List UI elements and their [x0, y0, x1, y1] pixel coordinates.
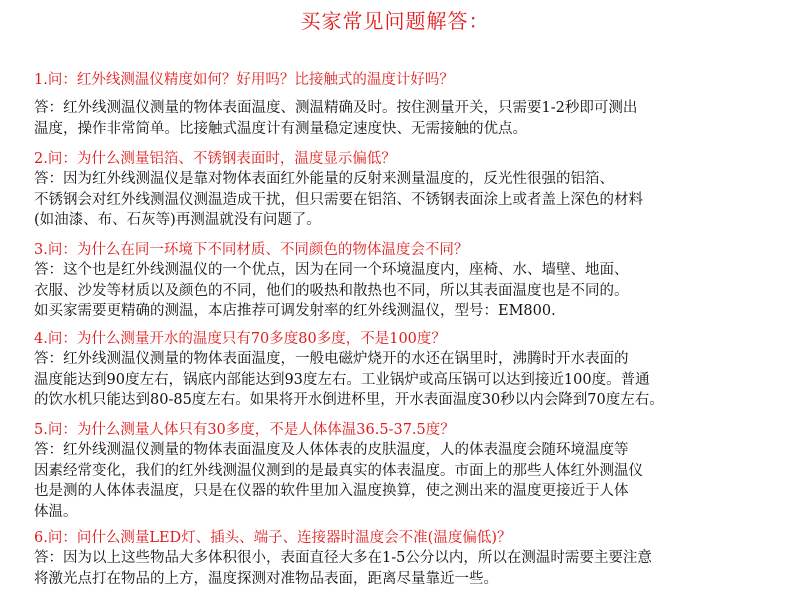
faq-item-5: [34, 420, 774, 522]
answer-line: 将激光点打在物品的上方，温度探测对准物品表面，距离尽量靠近一些。: [34, 570, 498, 587]
answer-line: 也是测的人体体表温度，只是在仪器的软件里加入温度换算，使之测出来的温度更接近于人体: [34, 483, 629, 499]
faq-answer: [34, 349, 774, 411]
answer-line: 如买家需要更精确的测温，本店推荐可调发射率的红外线测温仪，型号：EM800.: [34, 303, 556, 319]
faq-question: 4.问：为什么测量开水的温度只有70多度80多度，不是100度？: [34, 331, 446, 347]
faq-item-1: [34, 70, 774, 139]
faq-question: 3.问：为什么在同一环境下不同材质、不同颜色的物体温度会不同？: [34, 242, 469, 258]
answer-line: 不锈钢会对红外线测温仪测温造成干扰，但只需要在铝箔、不锈钢表面涂上或者盖上深色的材料: [34, 191, 643, 208]
faq-answer: [34, 169, 774, 231]
answer-line: 体温。: [34, 503, 78, 520]
faq-item-6: [34, 528, 774, 589]
faq-item-2: [34, 149, 774, 231]
page-title: 买家常见问题解答：: [300, 9, 490, 33]
faq-question: 2.问：为什么测量铝箔、不锈钢表面时，温度显示偏低？: [34, 151, 396, 167]
answer-line: 答：因为红外线测温仪是靠对物体表面红外能量的反射来测量温度的，反光性很强的铝箔、: [34, 171, 614, 187]
answer-line: 答：红外线测温仪测量的物体表面温度，一般电磁炉烧开的水还在锅里时，沸腾时开水表面的: [34, 351, 629, 367]
answer-line: 温度能达到90度左右，锅底内部能达到93度左右。工业锅炉或高压锅可以达到接近100度。普通: [34, 371, 650, 388]
faq-answer: [34, 260, 774, 322]
answer-line: 温度，操作非常简单。比接触式温度计有测量稳定速度快、无需接触的优点。: [34, 120, 527, 137]
answer-line: 衣服、沙发等材质以及颜色的不同，他们的吸热和散热也不同，所以其表面温度也是不同的。: [34, 282, 629, 299]
faq-item-4: [34, 329, 774, 411]
answer-line: 的饮水机只能达到80-85度左右。如果将开水倒进杯里，开水表面温度30秒以内会降到70度左右。: [34, 392, 664, 408]
faq-question: 1.问：红外线测温仪精度如何？好用吗？比接触式的温度计好吗？: [34, 72, 454, 88]
faq-answer: [34, 440, 774, 522]
faq-question: 6.问：问什么测量LED灯、插头、端子、连接器时温度会不准(温度偏低)？: [34, 530, 512, 546]
answer-line: (如油漆、布、石灰等)再测温就没有问题了。: [34, 212, 321, 228]
faq-question: 5.问：为什么测量人体只有30多度，不是人体体温36.5-37.5度？: [34, 422, 455, 438]
answer-line: 答：因为以上这些物品大多体积很小，表面直径大多在1-5公分以内，所以在测温时需要主要注意: [34, 550, 652, 566]
answer-line: 答：这个也是红外线测温仪的一个优点，因为在同一个环境温度内，座椅、水、墙壁、地面、: [34, 262, 629, 278]
faq-item-3: [34, 240, 774, 322]
answer-line: 答：红外线测温仪测量的物体表面温度及人体体表的皮肤温度，人的体表温度会随环境温度等: [34, 442, 629, 458]
faq-answer: [34, 548, 774, 589]
answer-line: 答：红外线测温仪测量的物体表面温度、测温精确及时。按住测量开关，只需要1-2秒即可测出: [34, 100, 638, 116]
faq-answer: [34, 98, 774, 139]
answer-line: 因素经常变化，我们的红外线测温仪测到的是最真实的体表温度。市面上的那些人体红外测温仪: [34, 462, 643, 479]
